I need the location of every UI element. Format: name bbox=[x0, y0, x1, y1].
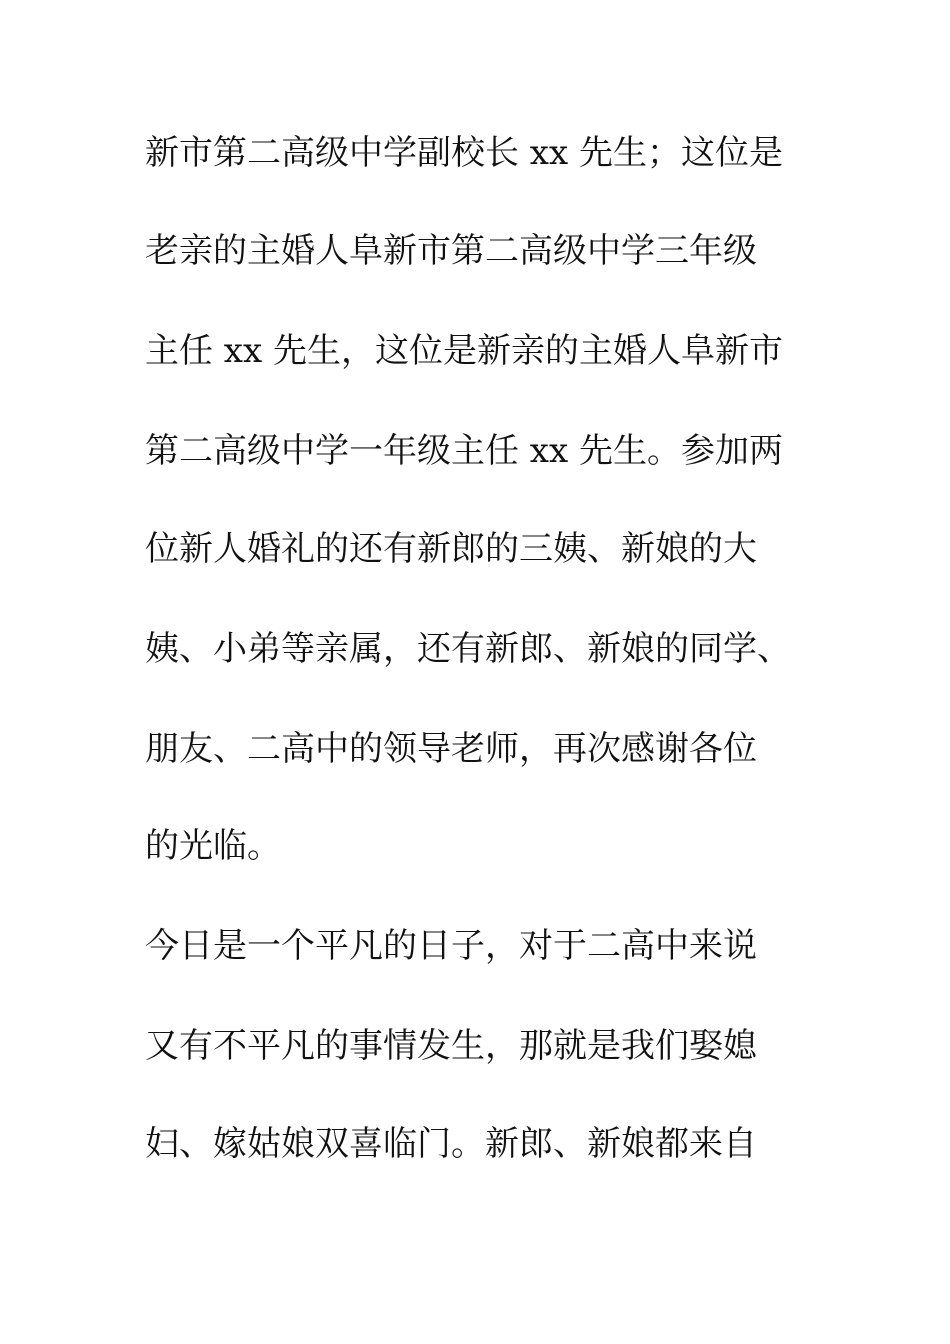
text-line: 的光临。 bbox=[145, 826, 281, 866]
text-line: 今日是一个平凡的日子，对于二高中来说 bbox=[145, 926, 757, 966]
text-line: 主任 xx 先生，这位是新亲的主婚人阜新市 bbox=[145, 331, 783, 371]
text-line: 朋友、二高中的领导老师，再次感谢各位 bbox=[145, 729, 757, 769]
text-line: 第二高级中学一年级主任 xx 先生。参加两 bbox=[145, 431, 783, 471]
text-line: 又有不平凡的事情发生，那就是我们娶媳 bbox=[145, 1026, 757, 1066]
text-line: 姨、小弟等亲属，还有新郎、新娘的同学、 bbox=[145, 629, 791, 669]
text-line: 位新人婚礼的还有新郎的三姨、新娘的大 bbox=[145, 529, 757, 569]
text-line: 老亲的主婚人阜新市第二高级中学三年级 bbox=[145, 231, 757, 271]
text-line: 新市第二高级中学副校长 xx 先生；这位是 bbox=[145, 133, 783, 173]
text-line: 妇、嫁姑娘双喜临门。新郎、新娘都来自 bbox=[145, 1124, 757, 1164]
